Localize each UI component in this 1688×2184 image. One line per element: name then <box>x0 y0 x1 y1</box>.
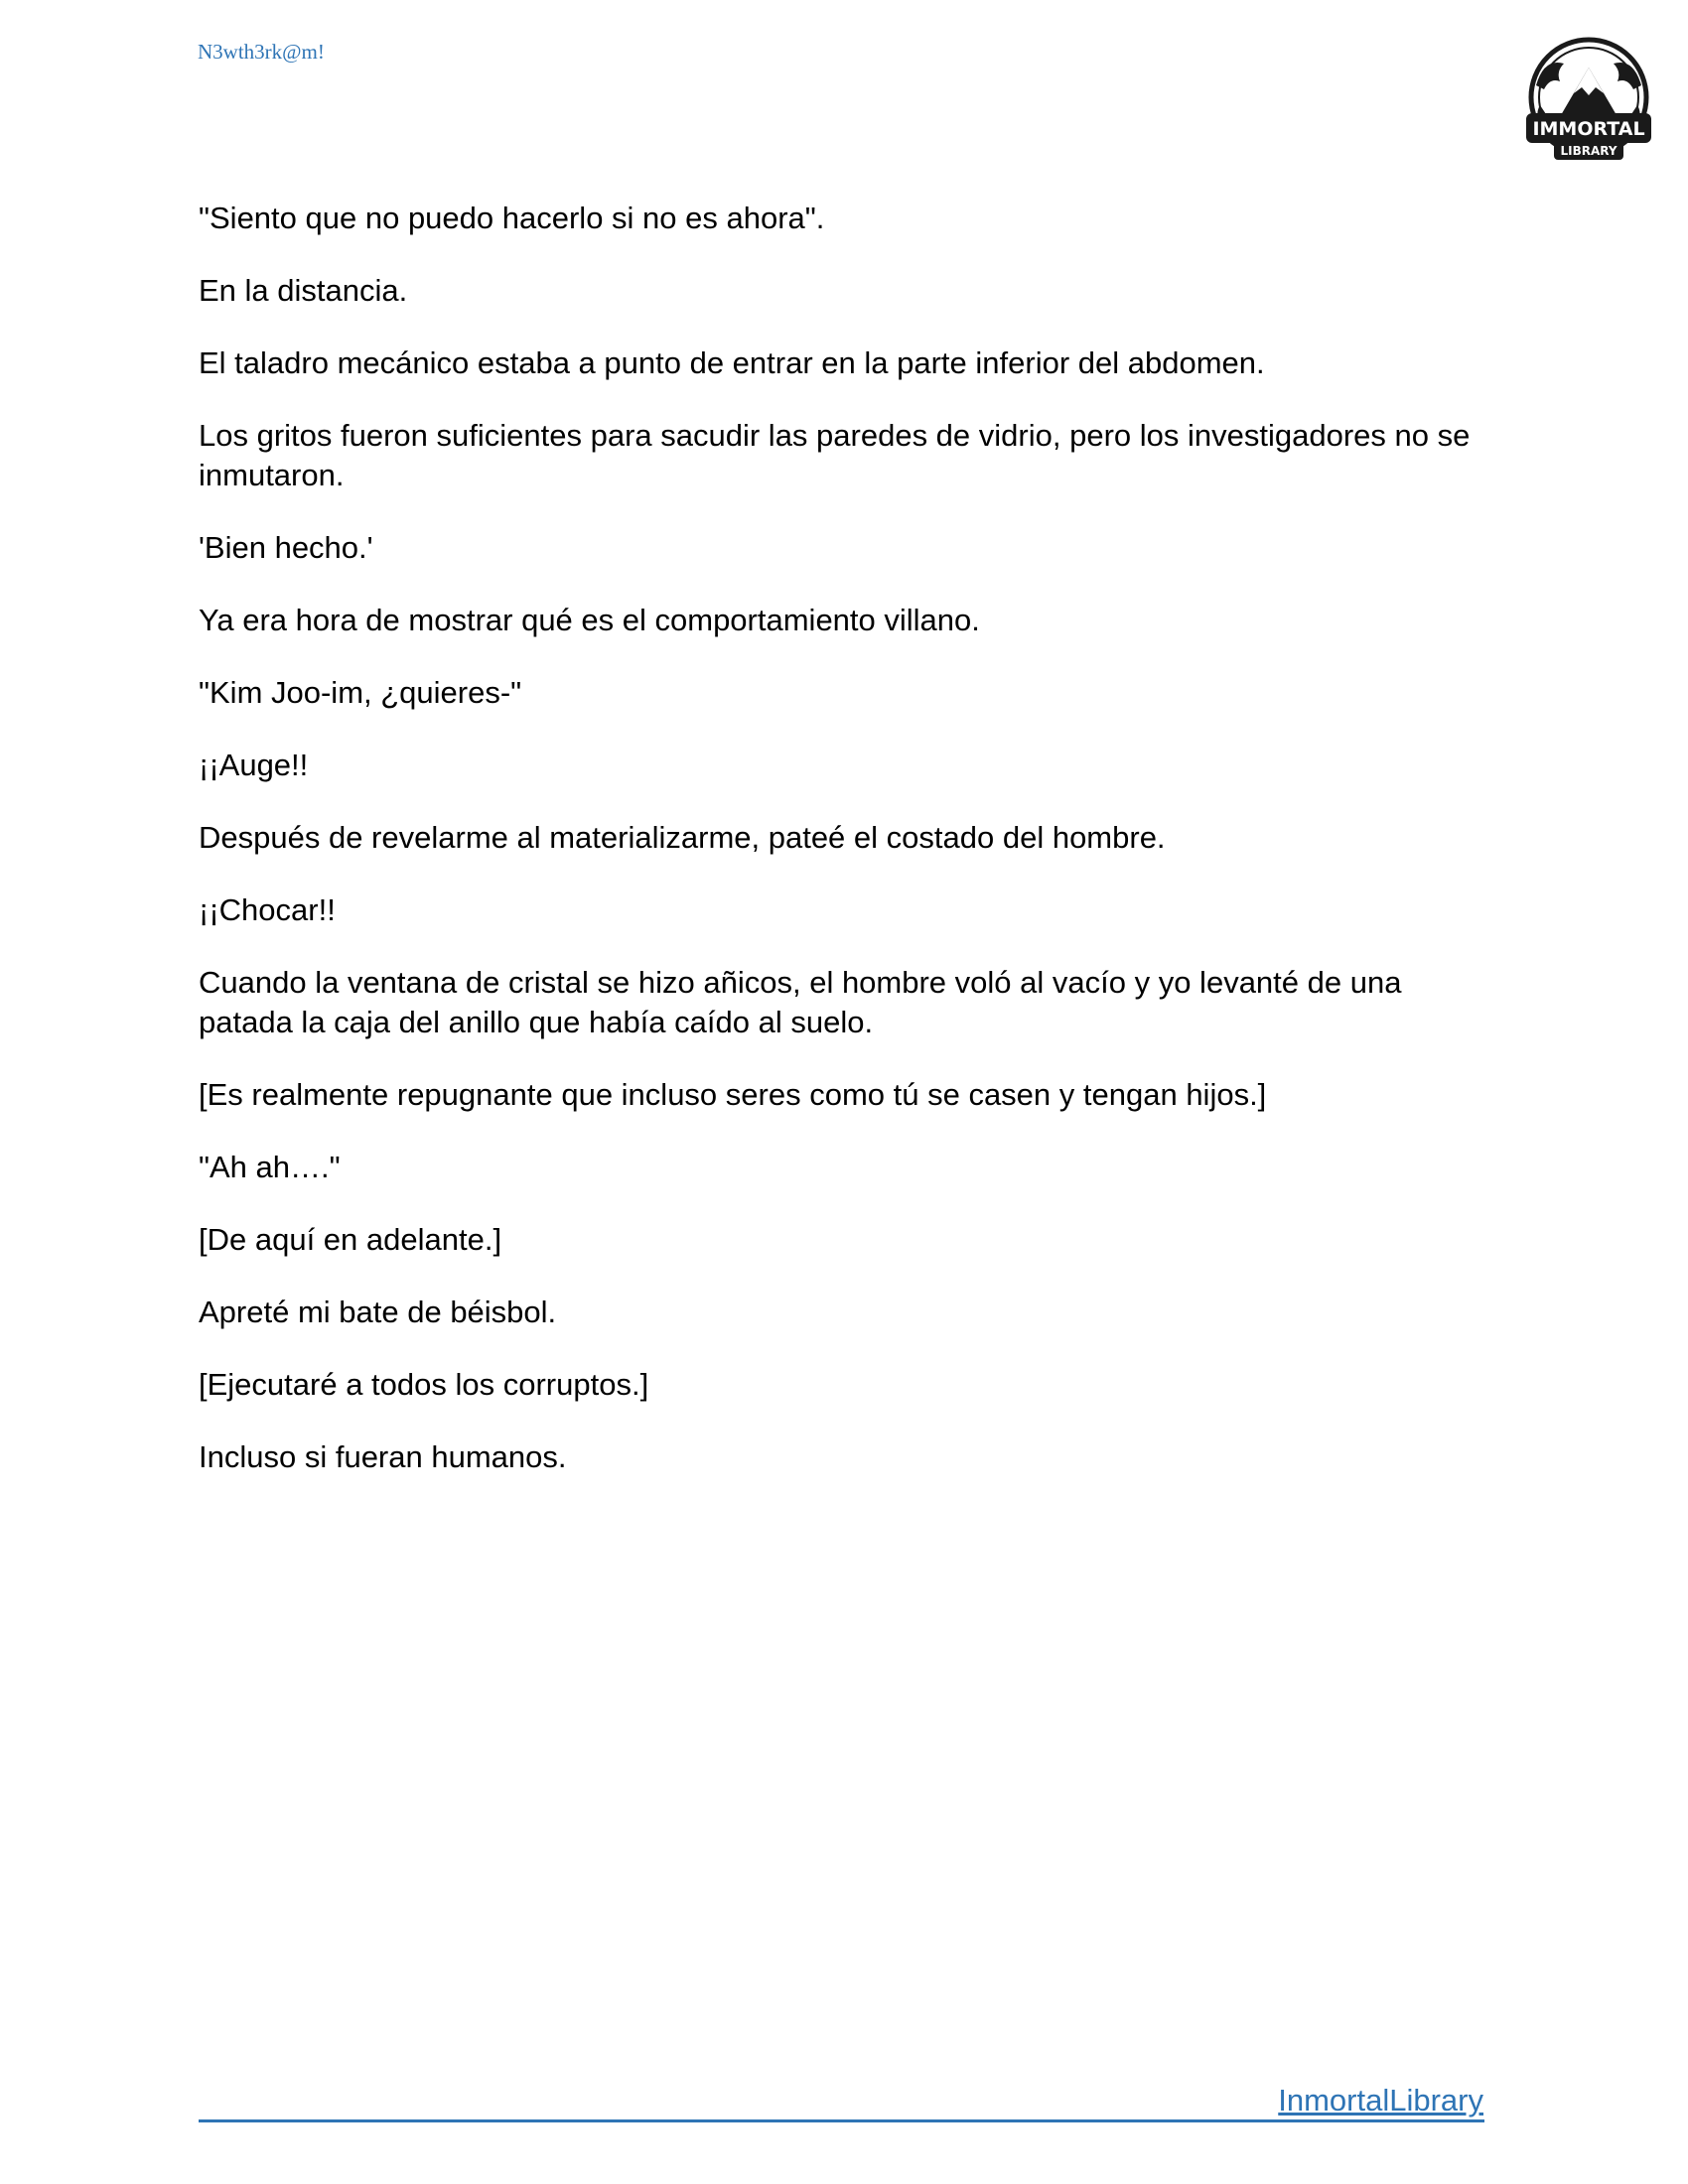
immortal-library-logo <box>1514 28 1663 177</box>
paragraph: "Ah ah…." <box>199 1150 341 1184</box>
paragraph: [De aquí en adelante.] <box>199 1222 502 1257</box>
paragraph: ¡¡Chocar!! <box>199 892 336 927</box>
paragraph: El taladro mecánico estaba a punto de entrar en la parte inferior del abdomen. <box>199 345 1265 380</box>
logo-line-1: IMMORTAL <box>1532 118 1645 140</box>
footer-divider <box>199 2119 1484 2122</box>
paragraph: Ya era hora de mostrar qué es el comportamiento villano. <box>199 603 980 637</box>
paragraph: [Es realmente repugnante que incluso seres como tú se casen y tengan hijos.] <box>199 1077 1267 1112</box>
header-text: N3wth3rk@m! <box>198 40 325 64</box>
paragraph: "Kim Joo-im, ¿quieres-" <box>199 675 522 710</box>
paragraph: "Siento que no puedo hacerlo si no es ahora". <box>199 201 825 235</box>
paragraph: [Ejecutaré a todos los corruptos.] <box>199 1367 649 1402</box>
paragraph: Incluso si fueran humanos. <box>199 1439 567 1474</box>
footer-link[interactable]: InmortalLibrary <box>1278 2083 1483 2117</box>
paragraph: ¡¡Auge!! <box>199 748 309 782</box>
paragraph: Apreté mi bate de béisbol. <box>199 1295 557 1329</box>
logo-line-2: LIBRARY <box>1560 144 1618 158</box>
paragraph: En la distancia. <box>199 273 408 308</box>
paragraph: Los gritos fueron suficientes para sacudir las paredes de vidrio, pero los investigadores no se inmutaron. <box>199 418 1471 492</box>
paragraph: 'Bien hecho.' <box>199 530 373 565</box>
paragraph: Cuando la ventana de cristal se hizo añicos, el hombre voló al vacío y yo levanté de una patada la caja del anillo que había caído al suelo. <box>199 965 1402 1039</box>
paragraph: Después de revelarme al materializarme, pateé el costado del hombre. <box>199 820 1166 855</box>
document-body <box>199 199 1489 1510</box>
